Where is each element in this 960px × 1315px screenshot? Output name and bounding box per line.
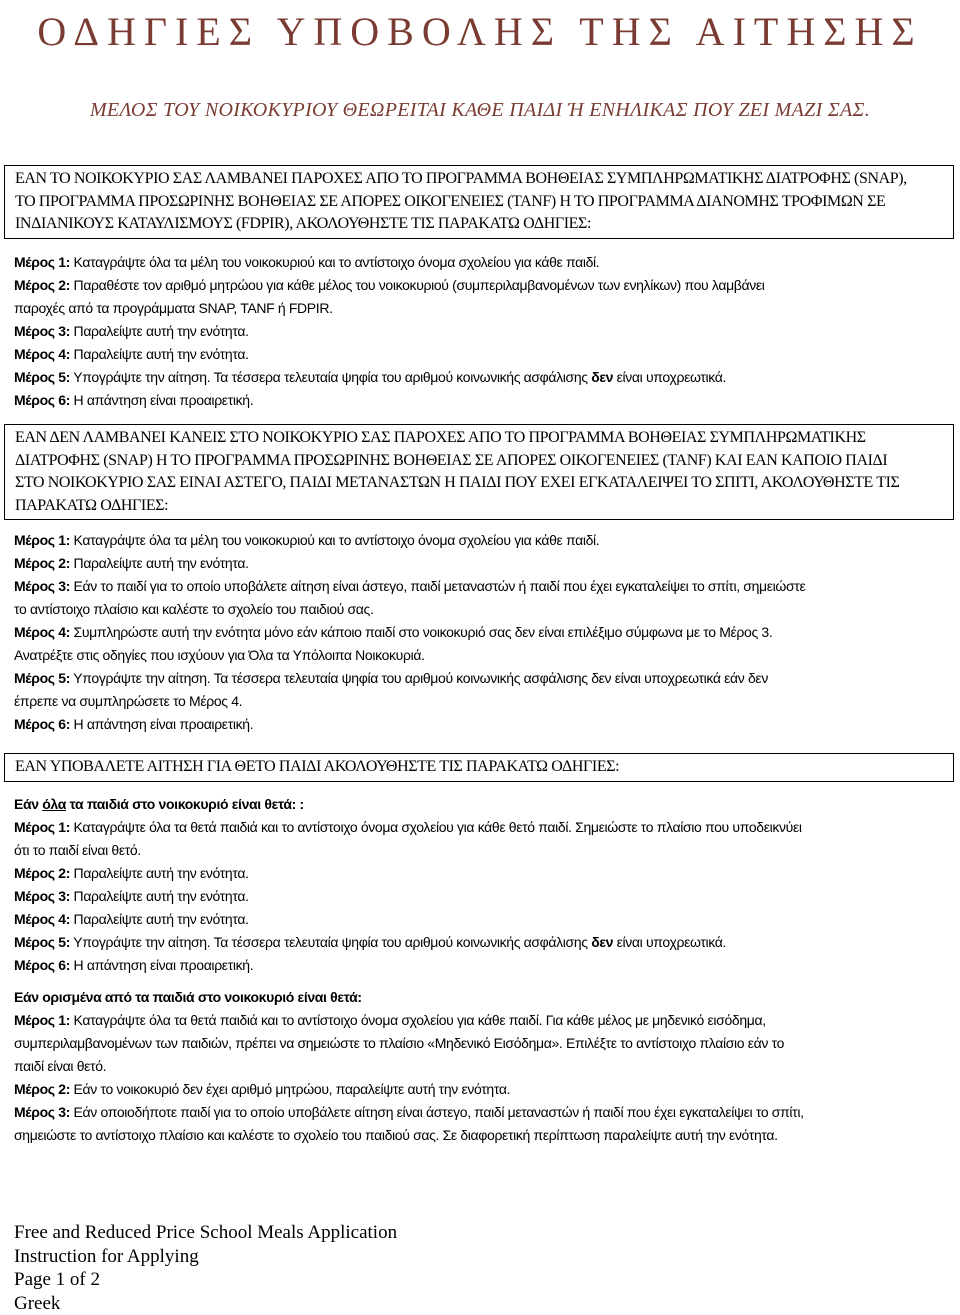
part-line — [14, 862, 954, 885]
part-label: Μέρος 1: — [14, 819, 70, 835]
heading-underlined: όλα — [42, 796, 66, 812]
part-label: Μέρος 2: — [14, 555, 70, 571]
part-line — [14, 621, 954, 644]
part-line-continued: παροχές από τα προγράμματα SNAP, TANF ή FDPIR. — [14, 297, 954, 320]
part-line-continued: ότι το παιδί είναι θετό. — [14, 839, 954, 862]
footer-subtitle: Instruction for Applying — [14, 1245, 397, 1269]
part-text: Εάν το νοικοκυριό δεν έχει αριθμό μητρώου, παραλείψτε αυτή την ενότητα. — [70, 1081, 510, 1097]
part-line-continued: το αντίστοιχο πλαίσιο και καλέστε το σχολείο του παιδιού σας. — [14, 598, 954, 621]
part-line — [14, 713, 954, 736]
part-text: Παραλείψτε αυτή την ενότητα. — [70, 888, 249, 904]
section2-box-line: ΣΤΟ ΝΟΙΚΟΚΥΡΙΟ ΣΑΣ ΕΙΝΑΙ ΑΣΤΕΓΟ, ΠΑΙΔΙ ΜΕΤΑΝΑΣΤΩΝ Η ΠΑΙΔΙ ΠΟΥ ΕΧΕΙ ΕΓΚΑΤΑΛΕΙΨΕΙ ΤΟ ΣΠΙΤΙ, ΑΚΟΛΟΥΘΗΣΤΕ ΤΙΣ — [15, 472, 945, 495]
section2-box-line: ΠΑΡΑΚΑΤΩ ΟΔΗΓΙΕΣ: — [15, 495, 945, 518]
part-line — [14, 389, 954, 412]
part-label: Μέρος 1: — [14, 532, 70, 548]
section2-box-line: ΕΑΝ ΔΕΝ ΛΑΜΒΑΝΕΙ ΚΑΝΕΙΣ ΣΤΟ ΝΟΙΚΟΚΥΡΙΟ ΣΑΣ ΠΑΡΟΧΕΣ ΑΠΟ ΤΟ ΠΡΟΓΡΑΜΜΑ ΒΟΗΘΕΙΑΣ ΣΥΜΠΛΗΡΩΜΑΤΙΚΗΣ — [15, 427, 945, 450]
part-label: Μέρος 6: — [14, 716, 70, 732]
part-text: Παραλείψτε αυτή την ενότητα. — [70, 323, 249, 339]
part-text: Εάν οποιοδήποτε παιδί για το οποίο υποβάλετε αίτηση είναι άστεγο, παιδί μεταναστών ή παιδί που έχει εγκαταλείψει το σπίτι, — [70, 1104, 804, 1120]
page-footer — [14, 1221, 397, 1315]
part-text: Καταγράψτε όλα τα θετά παιδιά και το αντίστοιχο όνομα σχολείου για κάθε θετό παιδί. Σημειώστε το πλαίσιο που υποδεικνύει — [70, 819, 802, 835]
part-label: Μέρος 5: — [14, 369, 70, 385]
part-label: Μέρος 6: — [14, 957, 70, 973]
heading-text: Εάν — [14, 796, 42, 812]
part-text: Παραλείψτε αυτή την ενότητα. — [70, 346, 249, 362]
section1-box-line: ΕΑΝ ΤΟ ΝΟΙΚΟΚΥΡΙΟ ΣΑΣ ΛΑΜΒΑΝΕΙ ΠΑΡΟΧΕΣ ΑΠΟ ΤΟ ΠΡΟΓΡΑΜΜΑ ΒΟΗΘΕΙΑΣ ΣΥΜΠΛΗΡΩΜΑΤΙΚΗΣ ΔΙΑΤΡΟΦΗΣ (SNAP), — [15, 168, 945, 191]
part-line — [14, 274, 954, 297]
all-foster-heading — [14, 793, 954, 816]
page-title: ΟΔΗΓΙΕΣ ΥΠΟΒΟΛΗΣ ΤΗΣ ΑΙΤΗΣΗΣ — [0, 8, 960, 55]
part-label: Μέρος 3: — [14, 323, 70, 339]
part-line — [14, 552, 954, 575]
part-label: Μέρος 4: — [14, 911, 70, 927]
part-label: Μέρος 2: — [14, 1081, 70, 1097]
part-text: Παραλείψτε αυτή την ενότητα. — [70, 865, 249, 881]
part-label: Μέρος 2: — [14, 865, 70, 881]
part-text: Εάν το παιδί για το οποίο υποβάλετε αίτηση είναι άστεγο, παιδί μεταναστών ή παιδί που έχει εγκαταλείψει το σπίτι, σημειώστε — [70, 578, 805, 594]
part-line — [14, 954, 954, 977]
part-text: Υπογράψτε την αίτηση. Τα τέσσερα τελευταία ψηφία του αριθμού κοινωνικής ασφάλισης — [70, 934, 591, 950]
part-line-continued: σημειώστε το αντίστοιχο πλαίσιο και καλέστε το σχολείο του παιδιού σας. Σε διαφορετική περίπτωση παραλείψτε αυτή την ενότητα. — [14, 1124, 954, 1147]
part-line — [14, 1101, 954, 1124]
part-line — [14, 667, 954, 690]
section3-all-foster — [14, 793, 954, 977]
part-label: Μέρος 2: — [14, 277, 70, 293]
footer-language: Greek — [14, 1292, 397, 1315]
part-label: Μέρος 3: — [14, 578, 70, 594]
section1-parts — [14, 251, 954, 412]
page-subtitle: ΜΕΛΟΣ ΤΟΥ ΝΟΙΚΟΚΥΡΙΟΥ ΘΕΩΡΕΙΤΑΙ ΚΑΘΕ ΠΑΙΔΙ Ή ΕΝΗΛΙΚΑΣ ΠΟΥ ΖΕΙ ΜΑΖΙ ΣΑΣ. — [0, 99, 960, 122]
part-text: Η απάντηση είναι προαιρετική. — [70, 392, 253, 408]
some-foster-heading: Εάν ορισμένα από τα παιδιά στο νοικοκυριό είναι θετά: — [14, 986, 954, 1009]
part-line — [14, 575, 954, 598]
part-line — [14, 251, 954, 274]
part-text: Συμπληρώστε αυτή την ενότητα μόνο εάν κάποιο παιδί στο νοικοκυριό σας δεν είναι επιλέξιμο σύμφωνα με το Μέρος 3. — [70, 624, 772, 640]
part-line — [14, 529, 954, 552]
part-line — [14, 1078, 954, 1101]
part-label: Μέρος 5: — [14, 934, 70, 950]
part-text: Καταγράψτε όλα τα θετά παιδιά και το αντίστοιχο όνομα σχολείου για κάθε παιδί. Για κάθε μέλος με μηδενικό εισόδημα, — [70, 1012, 766, 1028]
part-text: Η απάντηση είναι προαιρετική. — [70, 957, 253, 973]
part-text: Καταγράψτε όλα τα μέλη του νοικοκυριού και το αντίστοιχο όνομα σχολείου για κάθε παιδί. — [70, 254, 599, 270]
part-label: Μέρος 1: — [14, 1012, 70, 1028]
part-line-continued: συμπεριλαμβανομένων των παιδιών, πρέπει να σημειώστε το πλαίσιο «Μηδενικό Εισόδημα». Επιλέξτε το αντίστοιχο πλαίσιο εάν το — [14, 1032, 954, 1055]
part-label: Μέρος 3: — [14, 1104, 70, 1120]
section2-box-line: ΔΙΑΤΡΟΦΗΣ (SNAP) Η ΤΟ ΠΡΟΓΡΑΜΜΑ ΠΡΟΣΩΡΙΝΗΣ ΒΟΗΘΕΙΑΣ ΣΕ ΑΠΟΡΕΣ ΟΙΚΟΓΕΝΕΙΕΣ (TANF) ΚΑΙ ΕΑΝ ΚΑΠΟΙΟ ΠΑΙΔΙ — [15, 450, 945, 473]
part-line — [14, 885, 954, 908]
part-line-continued: έπρεπε να συμπληρώσετε το Μέρος 4. — [14, 690, 954, 713]
emphasis-text: δεν — [591, 369, 613, 385]
footer-page-number: Page 1 of 2 — [14, 1268, 397, 1292]
part-line — [14, 343, 954, 366]
section3-some-foster — [14, 986, 954, 1147]
part-line — [14, 1009, 954, 1032]
part-line — [14, 816, 954, 839]
part-label: Μέρος 4: — [14, 346, 70, 362]
section3-box-line: ΕΑΝ ΥΠΟΒΑΛΕΤΕ ΑΙΤΗΣΗ ΓΙΑ ΘΕΤΟ ΠΑΙΔΙ ΑΚΟΛΟΥΘΗΣΤΕ ΤΙΣ ΠΑΡΑΚΑΤΩ ΟΔΗΓΙΕΣ: — [15, 756, 945, 779]
section1-box-line: ΤΟ ΠΡΟΓΡΑΜΜΑ ΠΡΟΣΩΡΙΝΗΣ ΒΟΗΘΕΙΑΣ ΣΕ ΑΠΟΡΕΣ ΟΙΚΟΓΕΝΕΙΕΣ (TANF) Η ΤΟ ΠΡΟΓΡΑΜΜΑ ΔΙΑΝΟΜΗΣ ΤΡΟΦΙΜΩΝ ΣΕ — [15, 191, 945, 214]
section2-box — [4, 424, 954, 520]
part-line-continued: παιδί είναι θετό. — [14, 1055, 954, 1078]
emphasis-text: δεν — [591, 934, 613, 950]
part-text: Υπογράψτε την αίτηση. Τα τέσσερα τελευταία ψηφία του αριθμού κοινωνικής ασφάλισης — [70, 369, 591, 385]
part-text: Η απάντηση είναι προαιρετική. — [70, 716, 253, 732]
part-label: Μέρος 4: — [14, 624, 70, 640]
part-text: Παραλείψτε αυτή την ενότητα. — [70, 555, 249, 571]
section1-box-line: ΙΝΔΙΑΝΙΚΟΥΣ ΚΑΤΑΥΛΙΣΜΟΥΣ (FDPIR), ΑΚΟΛΟΥΘΗΣΤΕ ΤΙΣ ΠΑΡΑΚΑΤΩ ΟΔΗΓΙΕΣ: — [15, 213, 945, 236]
part-text: Καταγράψτε όλα τα μέλη του νοικοκυριού και το αντίστοιχο όνομα σχολείου για κάθε παιδί. — [70, 532, 599, 548]
part-label: Μέρος 5: — [14, 670, 70, 686]
part-text: είναι υποχρεωτικά. — [613, 369, 726, 385]
part-text: Υπογράψτε την αίτηση. Τα τέσσερα τελευταία ψηφία του αριθμού κοινωνικής ασφάλισης δεν είναι υποχρεωτικά εάν δεν — [70, 670, 768, 686]
part-line-continued: Ανατρέξτε στις οδηγίες που ισχύουν για Όλα τα Υπόλοιπα Νοικοκυριά. — [14, 644, 954, 667]
part-text: Παραλείψτε αυτή την ενότητα. — [70, 911, 249, 927]
section1-box — [4, 165, 954, 239]
part-label: Μέρος 1: — [14, 254, 70, 270]
part-line — [14, 366, 954, 389]
part-text: Παραθέστε τον αριθμό μητρώου για κάθε μέλος του νοικοκυριού (συμπεριλαμβανομένων των ενηλίκων) που λαμβάνει — [70, 277, 765, 293]
part-text: είναι υποχρεωτικά. — [613, 934, 726, 950]
section2-parts — [14, 529, 954, 736]
section3-box — [4, 753, 954, 782]
part-line — [14, 908, 954, 931]
footer-title: Free and Reduced Price School Meals Application — [14, 1221, 397, 1245]
heading-text: τα παιδιά στο νοικοκυριό είναι θετά: : — [66, 796, 304, 812]
part-line — [14, 320, 954, 343]
part-label: Μέρος 6: — [14, 392, 70, 408]
part-label: Μέρος 3: — [14, 888, 70, 904]
part-line — [14, 931, 954, 954]
